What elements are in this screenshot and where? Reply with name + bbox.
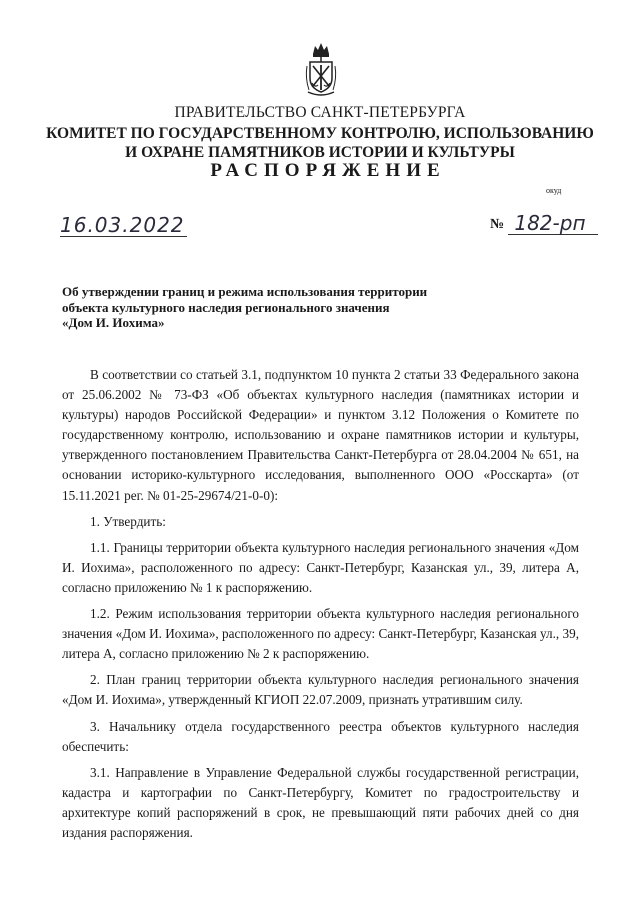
document-body [62,365,579,843]
subject-line1: Об утверждении границ и режима использования территории [62,284,428,299]
document-number [508,212,598,235]
paragraph-3-1: 3.1. Направление в Управление Федеральной службы государственной регистрации, кадастра и картографии по Санкт-Петербургу, Комитет по градостроительству и архитектуре копий распоряжений в срок, не превышающий пяти рабочих дней со дня издания распоряжения. [62,764,579,840]
okud-label: окуд [546,186,562,195]
government-name: ПРАВИТЕЛЬСТВО САНКТ-ПЕТЕРБУРГА [174,104,466,121]
coat-of-arms-icon [303,40,339,100]
subject-line2: объекта культурного наследия регионального значения [62,299,390,315]
paragraph-1: 1. Утвердить: [90,513,166,529]
document-date: 16.03.2022 [60,213,185,237]
paragraph-2: 2. План границ территории объекта культурного наследия регионального значения «Дом И. Иохима», утвержденный КГИОП 22.07.2009, признать утратившим силу. [62,672,579,708]
paragraph-3: 3. Начальнику отдела государственного реестра объектов культурного наследия обеспечить: [62,718,579,754]
document-type: РАСПОРЯЖЕНИЕ [210,160,446,181]
paragraph-1-2: 1.2. Режим использования территории объекта культурного наследия регионального значения «Дом И. Иохима», расположенного по адресу: Санкт-Петербург, Казанская ул., 39, литера А, согласно приложению № 2 к распоряжению. [62,606,579,662]
committee-name-line2: И ОХРАНЕ ПАМЯТНИКОВ ИСТОРИИ И КУЛЬТУРЫ [125,144,515,161]
committee-name-line1: КОМИТЕТ ПО ГОСУДАРСТВЕННОМУ КОНТРОЛЮ, ИСПОЛЬЗОВАНИЮ [46,125,594,142]
paragraph-1-1: 1.1. Границы территории объекта культурного наследия регионального значения «Дом И. Иохима», расположенного по адресу: Санкт-Петербург, Казанская ул., 39, литера А, согласно приложению № 1 к распоряжению. [62,539,579,595]
document-number-value: 182-рп [514,211,586,235]
committee-name [0,124,640,162]
subject-line3: «Дом И. Иохима» [62,315,165,330]
preamble-paragraph: В соответствии со статьей 3.1, подпунктом 10 пункта 2 статьи 33 Федерального закона от 25.06.2002 № 73-ФЗ «Об объектах культурного наследия (памятниках истории и культуры) народов Российской Федерации» и пунктом 3.12 Положения о Комитете по государственному контролю, использованию и охране памятников истории и культуры, утвержденного постановлением Правительства Санкт-Петербурга от 28.04.2004 № 651, на основании историко-культурного исследования, выполненного ООО «Росскарта» (от 15.11.2021 рег. № 01-25-29674/21-0-0): [62,367,579,503]
number-label: № [490,217,505,232]
document-subject [62,284,482,331]
